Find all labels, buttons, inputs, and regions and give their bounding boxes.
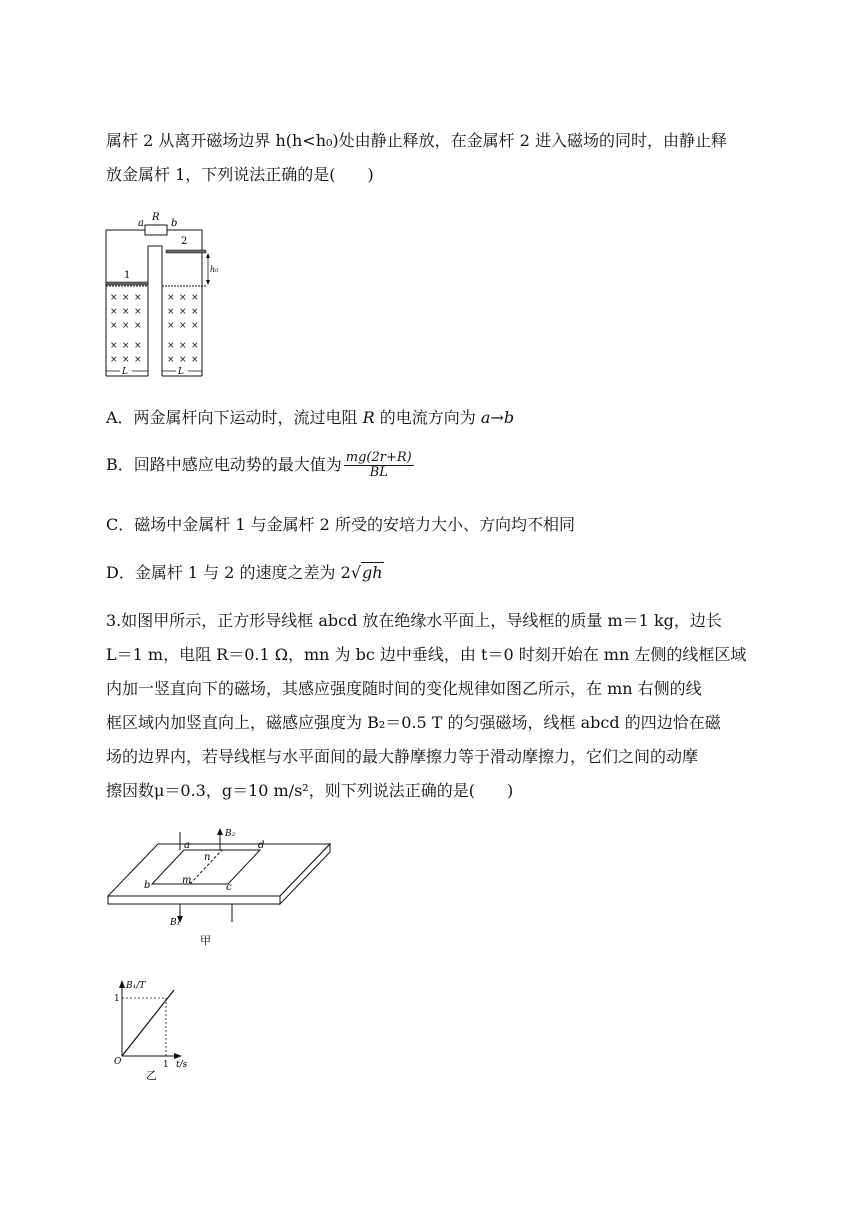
svg-text:×: × <box>179 307 187 317</box>
resistor-R <box>145 225 167 235</box>
field-crosses-right <box>167 293 199 365</box>
label-rod-1: 1 <box>124 270 131 281</box>
label-d: d <box>258 840 265 851</box>
caption-yi: 乙 <box>146 1069 157 1081</box>
rod-2 <box>166 250 206 253</box>
svg-text:×: × <box>167 293 175 303</box>
svg-text:×: × <box>191 307 199 317</box>
label-a: a <box>138 218 144 229</box>
option-d: D．金属杆 1 与 2 的速度之差为 2√gh <box>106 563 383 582</box>
xlabel: t/s <box>176 1060 188 1070</box>
svg-text:×: × <box>167 355 175 365</box>
caption-jia: 甲 <box>200 934 211 947</box>
ylabel: B₁/T <box>126 981 146 991</box>
xtick-1: 1 <box>163 1060 169 1070</box>
svg-text:×: × <box>122 355 130 365</box>
emf-fraction: $\frac{mg(2r+R)}{BL}$ <box>345 450 412 480</box>
label-B2: B₂ <box>225 829 236 839</box>
label-b: b <box>144 880 151 891</box>
q2-figure <box>100 208 220 380</box>
svg-text:×: × <box>134 321 142 331</box>
label-R: R <box>152 212 160 223</box>
svg-text:×: × <box>110 307 118 317</box>
label-rod-2: 2 <box>181 236 188 247</box>
svg-text:×: × <box>167 307 175 317</box>
svg-text:×: × <box>179 355 187 365</box>
svg-text:×: × <box>122 307 130 317</box>
option-a: A．两金属杆向下运动时，流过电阻 R 的电流方向为 a→b <box>106 408 515 427</box>
origin-label: O <box>114 1057 122 1067</box>
svg-text:×: × <box>110 321 118 331</box>
svg-text:×: × <box>134 341 142 351</box>
svg-text:×: × <box>167 341 175 351</box>
svg-text:×: × <box>134 307 142 317</box>
svg-text:×: × <box>134 293 142 303</box>
label-L-left: L <box>122 367 128 377</box>
q3-line-1: 3.如图甲所示，正方形导线框 abcd 放在绝缘水平面上，导线框的质量 m＝1 kg，边长 <box>106 611 722 630</box>
label-b: b <box>171 218 178 229</box>
q2-stem-line-2: 放金属杆 1，下列说法正确的是( ) <box>106 165 374 184</box>
rod-1 <box>106 282 148 285</box>
q3-line-4: 框区域内加竖直向上，磁感应强度为 B₂＝0.5 T 的匀强磁场，线框 abcd 的四边恰在磁 <box>106 713 721 732</box>
label-a: a <box>184 840 190 851</box>
sqrt-sign: √ <box>350 563 362 582</box>
label-n: n <box>204 852 211 863</box>
svg-text:×: × <box>122 341 130 351</box>
q3-figure-jia <box>100 826 340 951</box>
svg-text:×: × <box>191 341 199 351</box>
svg-text:×: × <box>134 355 142 365</box>
q3-line-2: L＝1 m，电阻 R＝0.1 Ω，mn 为 bc 边中垂线，由 t＝0 时刻开始在 mn 左侧的线框区域 <box>106 645 747 664</box>
svg-text:×: × <box>191 321 199 331</box>
label-L-right: L <box>178 367 184 377</box>
q3-line-5: 场的边界内，若导线框与水平面间的最大静摩擦力等于滑动摩擦力，它们之间的动摩 <box>106 747 699 766</box>
ytick-1: 1 <box>114 994 120 1004</box>
svg-text:×: × <box>110 293 118 303</box>
svg-text:×: × <box>191 293 199 303</box>
svg-text:×: × <box>122 321 130 331</box>
q3-figure-yi <box>108 976 208 1081</box>
svg-text:×: × <box>110 355 118 365</box>
q2-stem-line-1: 属杆 2 从离开磁场边界 h(h<h₀)处由静止释放，在金属杆 2 进入磁场的同时，由静止释 <box>106 131 728 150</box>
svg-text:×: × <box>179 341 187 351</box>
svg-text:×: × <box>179 321 187 331</box>
field-crosses-left <box>110 293 142 365</box>
label-m: m <box>182 875 192 886</box>
svg-text:×: × <box>122 293 130 303</box>
option-c: C．磁场中金属杆 1 与金属杆 2 所受的安培力大小、方向均不相同 <box>106 515 575 534</box>
q3-line-6: 擦因数μ＝0.3，g＝10 m/s²，则下列说法正确的是( ) <box>106 781 514 800</box>
label-c: c <box>226 882 232 893</box>
label-h0: h₀ <box>210 265 219 274</box>
svg-text:×: × <box>191 355 199 365</box>
svg-text:×: × <box>179 293 187 303</box>
svg-text:×: × <box>110 341 118 351</box>
svg-text:×: × <box>167 321 175 331</box>
q3-line-3: 内加一竖直向下的磁场，其感应强度随时间的变化规律如图乙所示，在 mn 右侧的线 <box>106 679 702 698</box>
option-b: B．回路中感应电动势的最大值为 $\frac{mg(2r+R)}{BL}$ <box>106 450 412 480</box>
label-B1: B₁ <box>170 918 181 928</box>
